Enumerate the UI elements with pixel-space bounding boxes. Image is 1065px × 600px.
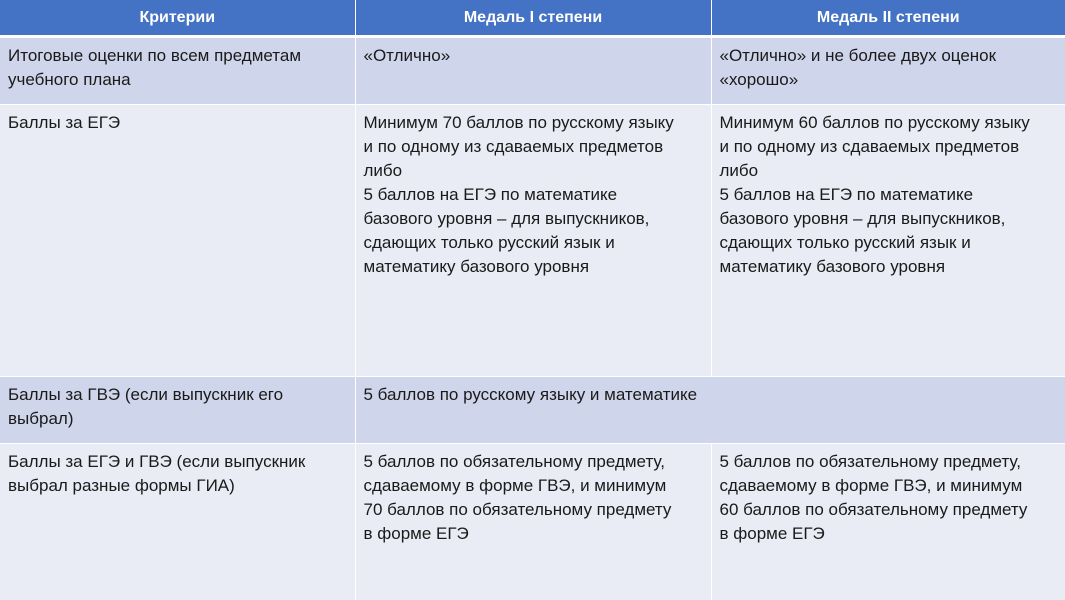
header-criteria: Критерии bbox=[0, 0, 355, 37]
cell-line: в форме ЕГЭ bbox=[363, 524, 469, 543]
table-row-ege-scores bbox=[0, 105, 1065, 377]
cell-line: 70 баллов по обязательному предмету bbox=[363, 500, 672, 519]
cell-line: Итоговые оценки по всем предметам bbox=[8, 46, 302, 65]
medal-2-cell bbox=[711, 444, 1065, 600]
cell-line: Баллы за ЕГЭ bbox=[8, 113, 121, 132]
cell-line: базового уровня – для выпускников, bbox=[363, 209, 650, 228]
cell-line: 5 баллов по русскому языку и математике bbox=[363, 385, 698, 404]
cell-line: учебного плана bbox=[8, 70, 131, 89]
table-row-final-grades bbox=[0, 37, 1065, 105]
cell-line: «хорошо» bbox=[719, 70, 799, 89]
cell-line: выбрал) bbox=[8, 409, 74, 428]
cell-line: 60 баллов по обязательному предмету bbox=[719, 500, 1028, 519]
merged-medal-cell bbox=[355, 377, 1065, 444]
table-row-gve-scores bbox=[0, 377, 1065, 444]
cell-line: базового уровня – для выпускников, bbox=[719, 209, 1006, 228]
cell-line: сдаваемому в форме ГВЭ, и минимум bbox=[719, 476, 1023, 495]
cell-line: сдающих только русский язык и bbox=[363, 233, 615, 252]
cell-line: либо bbox=[363, 161, 403, 180]
cell-line: «Отлично» и не более двух оценок bbox=[719, 46, 997, 65]
cell-line: и по одному из сдаваемых предметов bbox=[363, 137, 664, 156]
cell-line: и по одному из сдаваемых предметов bbox=[719, 137, 1020, 156]
cell-line: выбрал разные формы ГИА) bbox=[8, 476, 235, 495]
cell-line: либо bbox=[719, 161, 759, 180]
cell-line: сдаваемому в форме ГВЭ, и минимум bbox=[363, 476, 667, 495]
table-row-ege-gve-scores bbox=[0, 444, 1065, 600]
cell-line: 5 баллов по обязательному предмету, bbox=[719, 452, 1021, 471]
cell-line: 5 баллов на ЕГЭ по математике bbox=[719, 185, 974, 204]
header-medal-1: Медаль I степени bbox=[355, 0, 711, 37]
medal-2-cell bbox=[711, 37, 1065, 105]
cell-line: 5 баллов на ЕГЭ по математике bbox=[363, 185, 618, 204]
cell-line: «Отлично» bbox=[363, 46, 451, 65]
cell-line: Минимум 60 баллов по русскому языку bbox=[719, 113, 1030, 132]
cell-line: Баллы за ЕГЭ и ГВЭ (если выпускник bbox=[8, 452, 306, 471]
medal-1-cell bbox=[355, 37, 711, 105]
header-medal-2: Медаль II степени bbox=[711, 0, 1065, 37]
cell-line: в форме ЕГЭ bbox=[719, 524, 825, 543]
criteria-cell bbox=[0, 37, 355, 105]
medal-1-cell bbox=[355, 444, 711, 600]
cell-line: математику базового уровня bbox=[363, 257, 590, 276]
cell-line: математику базового уровня bbox=[719, 257, 946, 276]
table-header-row bbox=[0, 0, 1065, 37]
cell-line: 5 баллов по обязательному предмету, bbox=[363, 452, 665, 471]
criteria-cell bbox=[0, 444, 355, 600]
cell-line: Минимум 70 баллов по русскому языку bbox=[363, 113, 674, 132]
cell-line: сдающих только русский язык и bbox=[719, 233, 971, 252]
cell-line: Баллы за ГВЭ (если выпускник его bbox=[8, 385, 284, 404]
medal-2-cell bbox=[711, 105, 1065, 377]
medal-1-cell bbox=[355, 105, 711, 377]
criteria-cell bbox=[0, 377, 355, 444]
criteria-cell bbox=[0, 105, 355, 377]
